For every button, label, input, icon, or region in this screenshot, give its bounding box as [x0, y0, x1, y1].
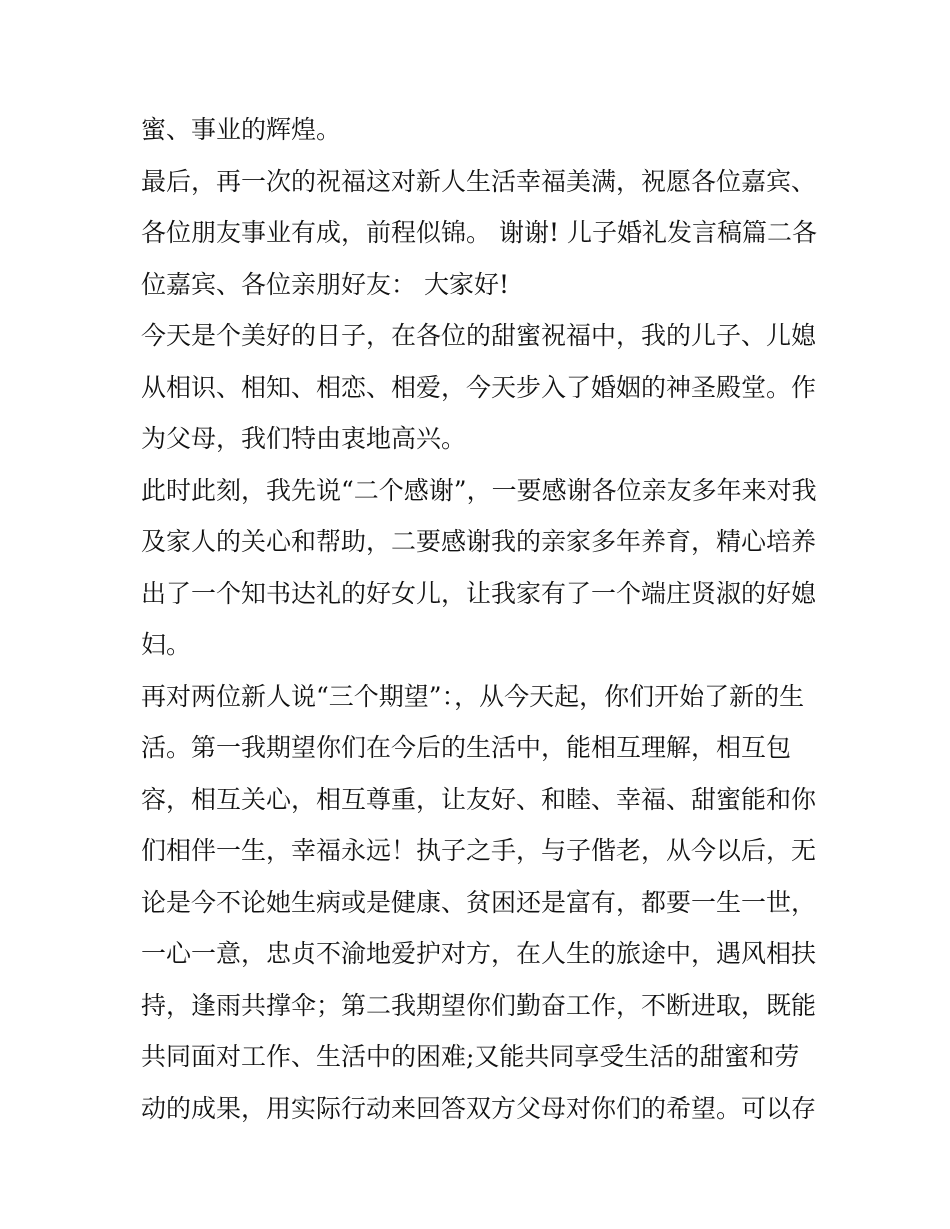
text-line: 及家人的关心和帮助，二要感谢我的亲家多年养育，精心培养: [141, 527, 817, 556]
text-line: 容，相互关心，相互尊重，让友好、和睦、幸福、甜蜜能和你: [141, 784, 817, 814]
text-line: 为父母，我们特由衷地高兴。: [141, 424, 467, 453]
text-line: 从相识、相知、相恋、相爱，今天步入了婚姻的神圣殿堂。作: [141, 372, 817, 402]
text-line: 论是今不论她生病或是健康、贫困还是富有，都要一生一世，: [141, 887, 817, 917]
text-line: 位嘉宾、各位亲朋好友： 大家好!: [141, 269, 509, 299]
text-line: 各位朋友事业有成，前程似锦。 谢谢! 儿子婚礼发言稿篇二各: [141, 218, 817, 247]
text-line: 活。第一我期望你们在今后的生活中，能相互理解，相互包: [141, 733, 792, 762]
text-line: 蜜、事业的辉煌。: [141, 115, 342, 144]
document-body: [141, 104, 821, 1134]
text-line: 妇。: [141, 630, 192, 659]
text-line: 此时此刻，我先说“二个感谢”，一要感谢各位亲友多年来对我: [141, 475, 817, 505]
text-line: 一心一意，忠贞不渝地爱护对方，在人生的旅途中，遇风相扶: [141, 939, 817, 968]
text-line: 持，逢雨共撑伞；第二我期望你们勤奋工作，不断进取，既能: [141, 990, 817, 1020]
text-line: 动的成果，用实际行动来回答双方父母对你们的希望。可以存: [141, 1093, 817, 1123]
text-line: 共同面对工作、生活中的困难;又能共同享受生活的甜蜜和劳: [141, 1042, 800, 1071]
text-line: 最后，再一次的祝福这对新人生活幸福美满，祝愿各位嘉宾、: [141, 166, 817, 196]
text-line: 今天是个美好的日子，在各位的甜蜜祝福中，我的儿子、儿媳: [141, 321, 817, 350]
text-line: 们相伴一生，幸福永远！执子之手，与子偕老，从今以后，无: [141, 836, 817, 865]
text-line: 再对两位新人说“三个期望”：，从今天起，你们开始了新的生: [141, 681, 805, 711]
text-line: 出了一个知书达礼的好女儿，让我家有了一个端庄贤淑的好媳: [141, 578, 817, 608]
